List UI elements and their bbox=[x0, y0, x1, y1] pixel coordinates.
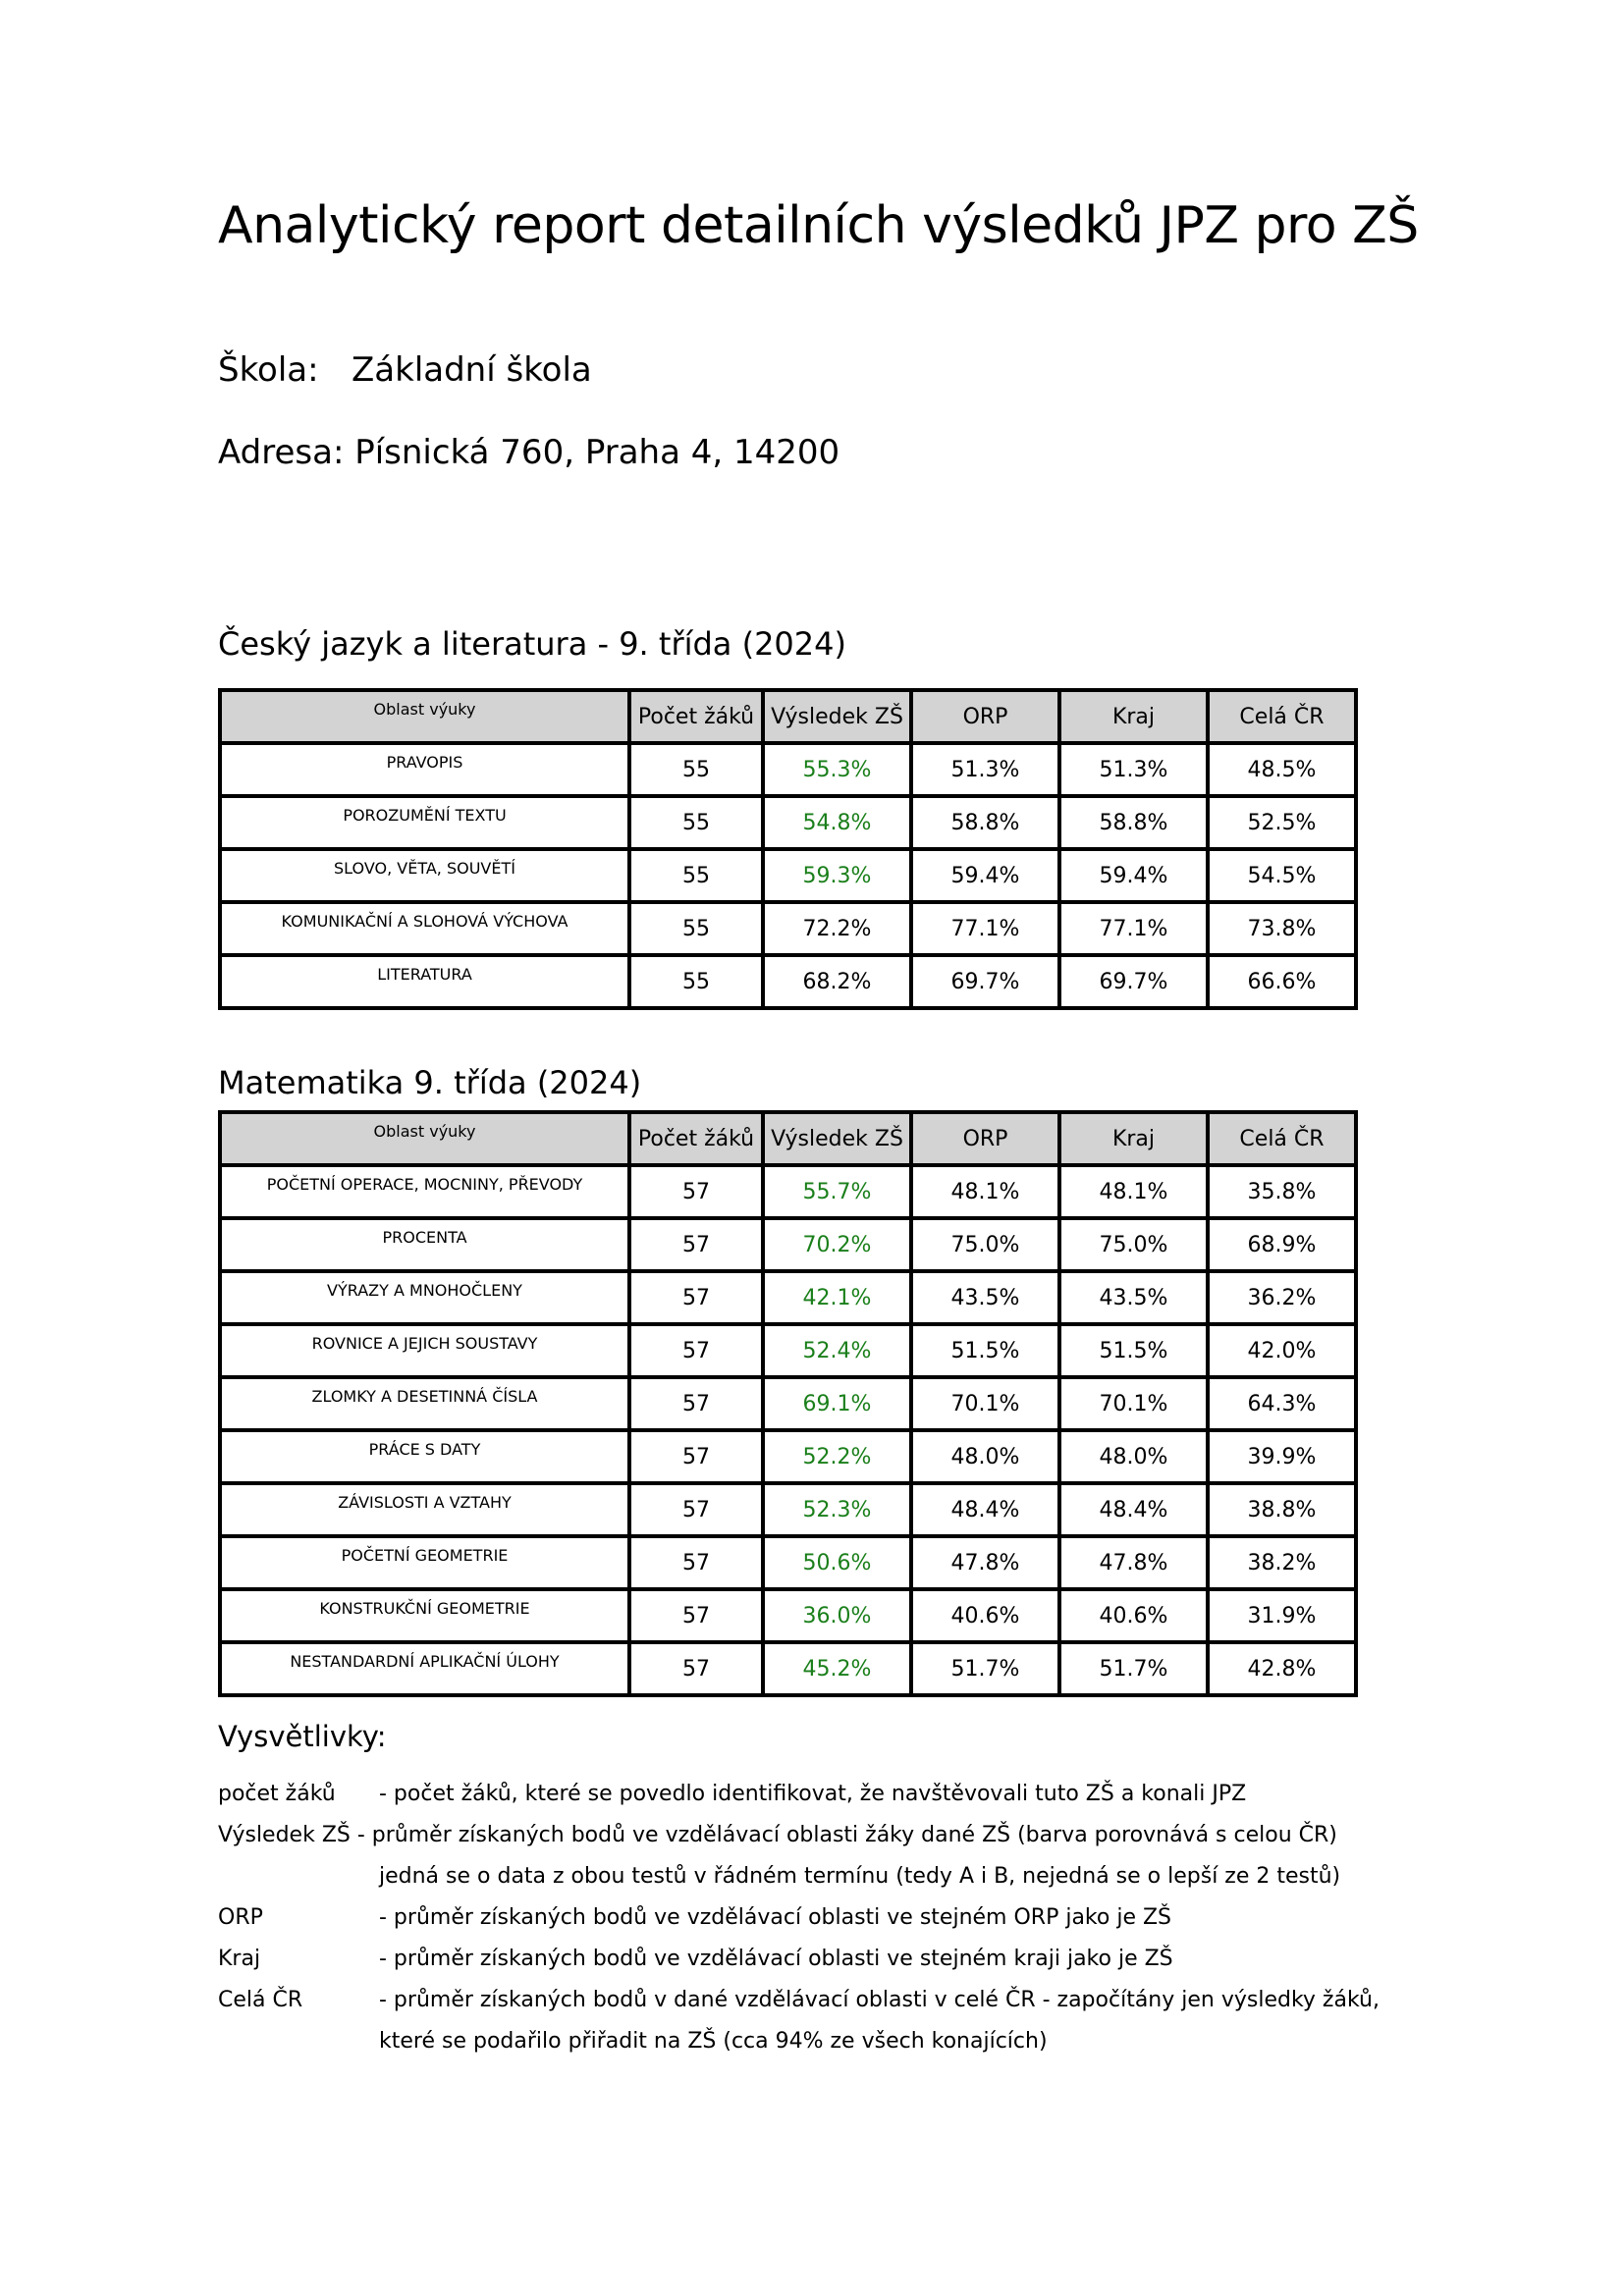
legend-item bbox=[218, 1988, 1380, 2012]
count-cell: 55 bbox=[629, 796, 763, 849]
count-cell: 57 bbox=[629, 1536, 763, 1589]
count-cell: 57 bbox=[629, 1271, 763, 1324]
orp-cell: 69.7% bbox=[911, 955, 1059, 1008]
kraj-cell: 48.1% bbox=[1059, 1165, 1208, 1218]
legend-description: - průměr získaných bodů ve vzdělávací oblasti ve stejném ORP jako je ZŠ bbox=[379, 1905, 1172, 1930]
legend-item bbox=[218, 1782, 1246, 1806]
area-cell: LITERATURA bbox=[220, 955, 629, 1008]
result-cell: 54.8% bbox=[763, 796, 911, 849]
result-cell: 55.3% bbox=[763, 743, 911, 796]
math-section-title: Matematika 9. třída (2024) bbox=[218, 1064, 642, 1101]
table-row bbox=[220, 1642, 1356, 1695]
orp-cell: 70.1% bbox=[911, 1377, 1059, 1430]
cr-cell: 39.9% bbox=[1208, 1430, 1356, 1483]
count-cell: 55 bbox=[629, 743, 763, 796]
header-result: Výsledek ZŠ bbox=[763, 1112, 911, 1165]
count-cell: 57 bbox=[629, 1324, 763, 1377]
orp-cell: 59.4% bbox=[911, 849, 1059, 902]
legend-term: ORP bbox=[218, 1905, 263, 1930]
result-cell: 68.2% bbox=[763, 955, 911, 1008]
header-result: Výsledek ZŠ bbox=[763, 690, 911, 743]
count-cell: 57 bbox=[629, 1165, 763, 1218]
legend-description: jedná se o data z obou testů v řádném termínu (tedy A i B, nejedná se o lepší ze 2 testů) bbox=[379, 1864, 1341, 1889]
area-cell: POČETNÍ OPERACE, MOCNINY, PŘEVODY bbox=[220, 1165, 629, 1218]
area-cell: NESTANDARDNÍ APLIKAČNÍ ÚLOHY bbox=[220, 1642, 629, 1695]
cr-cell: 35.8% bbox=[1208, 1165, 1356, 1218]
table-header-row bbox=[220, 1112, 1356, 1165]
orp-cell: 48.4% bbox=[911, 1483, 1059, 1536]
header-area: Oblast výuky bbox=[220, 1112, 629, 1165]
count-cell: 57 bbox=[629, 1642, 763, 1695]
kraj-cell: 77.1% bbox=[1059, 902, 1208, 955]
count-cell: 57 bbox=[629, 1218, 763, 1271]
area-cell: SLOVO, VĚTA, SOUVĚTÍ bbox=[220, 849, 629, 902]
school-label: Škola: bbox=[218, 350, 319, 390]
header-orp: ORP bbox=[911, 690, 1059, 743]
kraj-cell: 43.5% bbox=[1059, 1271, 1208, 1324]
cr-cell: 38.8% bbox=[1208, 1483, 1356, 1536]
count-cell: 57 bbox=[629, 1377, 763, 1430]
area-cell: VÝRAZY A MNOHOČLENY bbox=[220, 1271, 629, 1324]
table-row bbox=[220, 1483, 1356, 1536]
orp-cell: 58.8% bbox=[911, 796, 1059, 849]
table-row bbox=[220, 849, 1356, 902]
legend-item bbox=[218, 1823, 1337, 1847]
cr-cell: 48.5% bbox=[1208, 743, 1356, 796]
result-cell: 69.1% bbox=[763, 1377, 911, 1430]
table-row bbox=[220, 1377, 1356, 1430]
legend-description: - počet žáků, které se povedlo identifikovat, že navštěvovali tuto ZŠ a konali JPZ bbox=[379, 1782, 1247, 1806]
table-row bbox=[220, 1536, 1356, 1589]
table-row bbox=[220, 1218, 1356, 1271]
result-cell: 72.2% bbox=[763, 902, 911, 955]
header-cr: Celá ČR bbox=[1208, 1112, 1356, 1165]
legend-description: které se podařilo přiřadit na ZŠ (cca 94% ze všech konajících) bbox=[379, 2029, 1048, 2054]
kraj-cell: 48.4% bbox=[1059, 1483, 1208, 1536]
kraj-cell: 47.8% bbox=[1059, 1536, 1208, 1589]
kraj-cell: 40.6% bbox=[1059, 1589, 1208, 1642]
result-cell: 36.0% bbox=[763, 1589, 911, 1642]
kraj-cell: 48.0% bbox=[1059, 1430, 1208, 1483]
math-results-table bbox=[218, 1110, 1358, 1697]
header-cr: Celá ČR bbox=[1208, 690, 1356, 743]
result-cell: 45.2% bbox=[763, 1642, 911, 1695]
legend-item bbox=[218, 1947, 1173, 1971]
cr-cell: 52.5% bbox=[1208, 796, 1356, 849]
header-orp: ORP bbox=[911, 1112, 1059, 1165]
orp-cell: 47.8% bbox=[911, 1536, 1059, 1589]
legend-term: Kraj bbox=[218, 1947, 261, 1971]
table-row bbox=[220, 1271, 1356, 1324]
legend-term: Celá ČR bbox=[218, 1988, 303, 2012]
header-kraj: Kraj bbox=[1059, 690, 1208, 743]
orp-cell: 48.0% bbox=[911, 1430, 1059, 1483]
cr-cell: 54.5% bbox=[1208, 849, 1356, 902]
legend-description: - průměr získaných bodů ve vzdělávací oblasti žáky dané ZŠ (barva porovnává s celou ČR) bbox=[356, 1823, 1337, 1847]
table-row bbox=[220, 743, 1356, 796]
address-line bbox=[218, 433, 839, 472]
school-line bbox=[218, 350, 592, 390]
school-value: Základní škola bbox=[352, 350, 592, 390]
result-cell: 59.3% bbox=[763, 849, 911, 902]
count-cell: 57 bbox=[629, 1430, 763, 1483]
kraj-cell: 51.3% bbox=[1059, 743, 1208, 796]
cr-cell: 73.8% bbox=[1208, 902, 1356, 955]
area-cell: PRAVOPIS bbox=[220, 743, 629, 796]
kraj-cell: 58.8% bbox=[1059, 796, 1208, 849]
kraj-cell: 70.1% bbox=[1059, 1377, 1208, 1430]
legend-title: Vysvětlivky: bbox=[218, 1720, 387, 1753]
header-count: Počet žáků bbox=[629, 1112, 763, 1165]
legend-term: počet žáků bbox=[218, 1782, 336, 1806]
table-header-row bbox=[220, 690, 1356, 743]
area-cell: ROVNICE A JEJICH SOUSTAVY bbox=[220, 1324, 629, 1377]
orp-cell: 43.5% bbox=[911, 1271, 1059, 1324]
legend-item bbox=[218, 1905, 1171, 1930]
kraj-cell: 75.0% bbox=[1059, 1218, 1208, 1271]
area-cell: KOMUNIKAČNÍ A SLOHOVÁ VÝCHOVA bbox=[220, 902, 629, 955]
orp-cell: 51.3% bbox=[911, 743, 1059, 796]
table-row bbox=[220, 1324, 1356, 1377]
cr-cell: 66.6% bbox=[1208, 955, 1356, 1008]
area-cell: ZLOMKY A DESETINNÁ ČÍSLA bbox=[220, 1377, 629, 1430]
kraj-cell: 51.5% bbox=[1059, 1324, 1208, 1377]
count-cell: 55 bbox=[629, 902, 763, 955]
orp-cell: 75.0% bbox=[911, 1218, 1059, 1271]
area-cell: PRÁCE S DATY bbox=[220, 1430, 629, 1483]
cr-cell: 31.9% bbox=[1208, 1589, 1356, 1642]
legend-description: - průměr získaných bodů ve vzdělávací oblasti ve stejném kraji jako je ZŠ bbox=[379, 1947, 1173, 1971]
table-row bbox=[220, 1430, 1356, 1483]
cr-cell: 68.9% bbox=[1208, 1218, 1356, 1271]
table-row bbox=[220, 1589, 1356, 1642]
czech-results-table bbox=[218, 688, 1358, 1010]
count-cell: 57 bbox=[629, 1483, 763, 1536]
legend-item bbox=[379, 2029, 1048, 2054]
orp-cell: 77.1% bbox=[911, 902, 1059, 955]
result-cell: 52.4% bbox=[763, 1324, 911, 1377]
area-cell: PROCENTA bbox=[220, 1218, 629, 1271]
document-title: Analytický report detailních výsledků JPZ pro ZŠ bbox=[218, 196, 1419, 255]
result-cell: 50.6% bbox=[763, 1536, 911, 1589]
count-cell: 55 bbox=[629, 955, 763, 1008]
table-row bbox=[220, 1165, 1356, 1218]
area-cell: KONSTRUKČNÍ GEOMETRIE bbox=[220, 1589, 629, 1642]
header-area: Oblast výuky bbox=[220, 690, 629, 743]
legend-term: Výsledek ZŠ bbox=[218, 1823, 351, 1847]
legend-description: - průměr získaných bodů v dané vzdělávací oblasti v celé ČR - započítány jen výsledky žáků, bbox=[379, 1988, 1380, 2012]
result-cell: 42.1% bbox=[763, 1271, 911, 1324]
address-value: Písnická 760, Praha 4, 14200 bbox=[354, 433, 840, 472]
result-cell: 52.3% bbox=[763, 1483, 911, 1536]
table-row bbox=[220, 796, 1356, 849]
header-kraj: Kraj bbox=[1059, 1112, 1208, 1165]
area-cell: ZÁVISLOSTI A VZTAHY bbox=[220, 1483, 629, 1536]
result-cell: 52.2% bbox=[763, 1430, 911, 1483]
cr-cell: 42.0% bbox=[1208, 1324, 1356, 1377]
orp-cell: 40.6% bbox=[911, 1589, 1059, 1642]
orp-cell: 48.1% bbox=[911, 1165, 1059, 1218]
result-cell: 55.7% bbox=[763, 1165, 911, 1218]
legend-item bbox=[379, 1864, 1340, 1889]
orp-cell: 51.5% bbox=[911, 1324, 1059, 1377]
cr-cell: 64.3% bbox=[1208, 1377, 1356, 1430]
cr-cell: 42.8% bbox=[1208, 1642, 1356, 1695]
count-cell: 55 bbox=[629, 849, 763, 902]
kraj-cell: 59.4% bbox=[1059, 849, 1208, 902]
table-row bbox=[220, 955, 1356, 1008]
cr-cell: 36.2% bbox=[1208, 1271, 1356, 1324]
header-count: Počet žáků bbox=[629, 690, 763, 743]
kraj-cell: 69.7% bbox=[1059, 955, 1208, 1008]
area-cell: POČETNÍ GEOMETRIE bbox=[220, 1536, 629, 1589]
area-cell: POROZUMĚNÍ TEXTU bbox=[220, 796, 629, 849]
kraj-cell: 51.7% bbox=[1059, 1642, 1208, 1695]
czech-section-title: Český jazyk a literatura - 9. třída (2024) bbox=[218, 625, 846, 663]
result-cell: 70.2% bbox=[763, 1218, 911, 1271]
cr-cell: 38.2% bbox=[1208, 1536, 1356, 1589]
count-cell: 57 bbox=[629, 1589, 763, 1642]
address-label: Adresa: bbox=[218, 433, 345, 472]
orp-cell: 51.7% bbox=[911, 1642, 1059, 1695]
table-row bbox=[220, 902, 1356, 955]
